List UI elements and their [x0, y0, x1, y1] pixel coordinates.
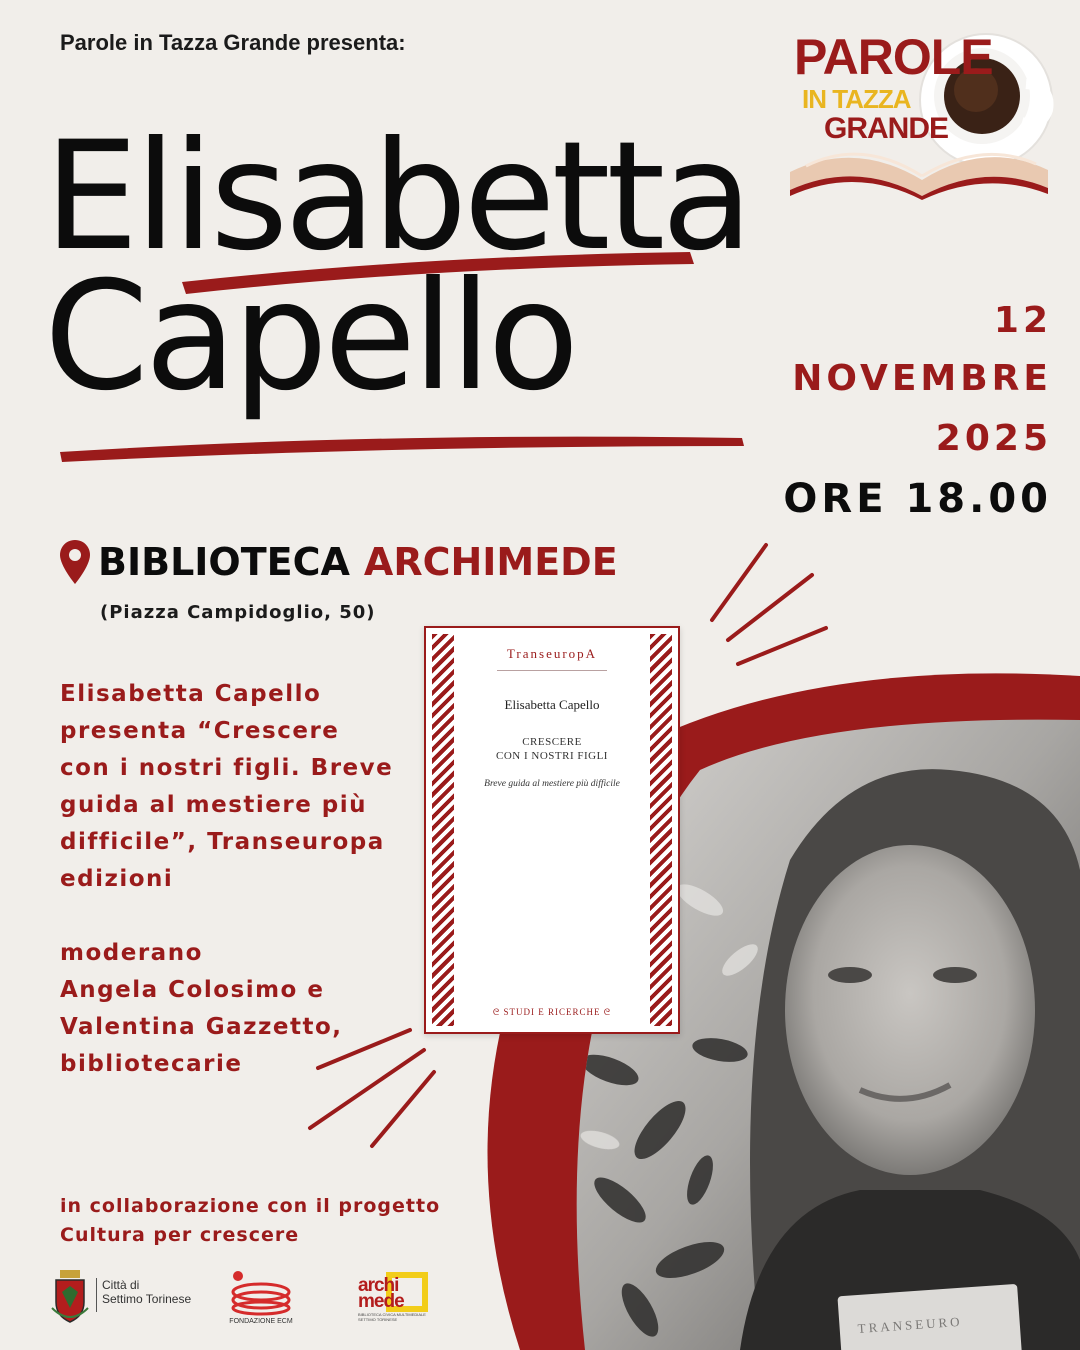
- description-line: guida al mestiere più: [60, 792, 368, 818]
- archimede-word: archi: [358, 1275, 399, 1296]
- event-day: 12: [993, 300, 1052, 341]
- venue-name-part2: ARCHIMEDE: [363, 540, 618, 584]
- description-line: edizioni: [60, 866, 174, 892]
- book-title-line: CRESCERE: [522, 736, 582, 748]
- venue: [60, 540, 618, 584]
- book-cover: [424, 626, 680, 1034]
- city-crest-icon: [50, 1268, 90, 1326]
- city-settimo-torinese-logo: [50, 1268, 210, 1328]
- collaboration-line: Cultura per crescere: [60, 1224, 300, 1246]
- archimede-word: mede: [358, 1291, 404, 1312]
- description-line: difficile”, Transeuropa: [60, 829, 385, 855]
- parole-in-tazza-grande-logo: [786, 30, 1058, 200]
- collaboration-line: in collaborazione con il progetto: [60, 1195, 441, 1217]
- brush-stroke-lower: [60, 437, 744, 462]
- book-series: [460, 1007, 644, 1018]
- book-subtitle: Breve guida al mestiere più difficile: [484, 779, 620, 789]
- logo-word-grande: GRANDE: [824, 112, 949, 145]
- collaboration-note: [60, 1192, 440, 1250]
- moderators-line: moderano: [60, 940, 203, 966]
- book-title-line: CON I NOSTRI FIGLI: [496, 750, 608, 762]
- speaker-first-name: Elisabetta: [44, 110, 750, 284]
- moderators-line: Valentina Gazzetto,: [60, 1014, 343, 1040]
- biblioteca-archimede-logo: [356, 1272, 436, 1326]
- book-publisher: TranseuropA: [506, 646, 598, 661]
- book-rule: [497, 670, 607, 671]
- map-pin-icon: [60, 540, 90, 584]
- book-author: Elisabetta Capello: [504, 697, 600, 712]
- event-year: 2025: [935, 418, 1052, 459]
- venue-address: (Piazza Campidoglio, 50): [100, 602, 376, 623]
- event-time: ORE 18.00: [783, 476, 1052, 522]
- logo-word-parole: PAROLE: [794, 29, 993, 85]
- book-border-pattern-right: [650, 634, 672, 1026]
- moderators-line: bibliotecarie: [60, 1051, 243, 1077]
- swirl-icon: ᘓ: [492, 1007, 501, 1017]
- archimede-caption: BIBLIOTECA CIVICA MULTIMEDIALE SETTIMO TORINESE: [358, 1312, 426, 1322]
- fondazione-ecm-icon: [226, 1270, 296, 1316]
- swirl-icon: ᘓ: [603, 1007, 612, 1017]
- city-name-line: Città di: [102, 1278, 140, 1292]
- foundation-name: FONDAZIONE ECM: [229, 1318, 293, 1325]
- fondazione-ecm-logo: [226, 1270, 296, 1330]
- speaker-last-name: Capello: [44, 250, 576, 424]
- logo-word-in-tazza: IN TAZZA: [802, 84, 911, 114]
- city-name-line: Settimo Torinese: [102, 1292, 192, 1306]
- event-month: NOVEMBRE: [792, 358, 1052, 399]
- presenter-line: Parole in Tazza Grande presenta:: [60, 30, 406, 55]
- book-border-pattern-left: [432, 634, 454, 1026]
- venue-name-part1: BIBLIOTECA: [98, 540, 350, 584]
- accent-lines-top: [712, 545, 826, 664]
- description-line: presenta “Crescere: [60, 718, 340, 744]
- description-line: Elisabetta Capello: [60, 681, 322, 707]
- event-description: [60, 676, 420, 1083]
- book-series-label: STUDI E RICERCHE: [503, 1007, 601, 1017]
- description-line: con i nostri figli. Breve: [60, 755, 394, 781]
- moderators-line: Angela Colosimo e: [60, 977, 325, 1003]
- held-book-text: TRANSEURO: [857, 1313, 964, 1337]
